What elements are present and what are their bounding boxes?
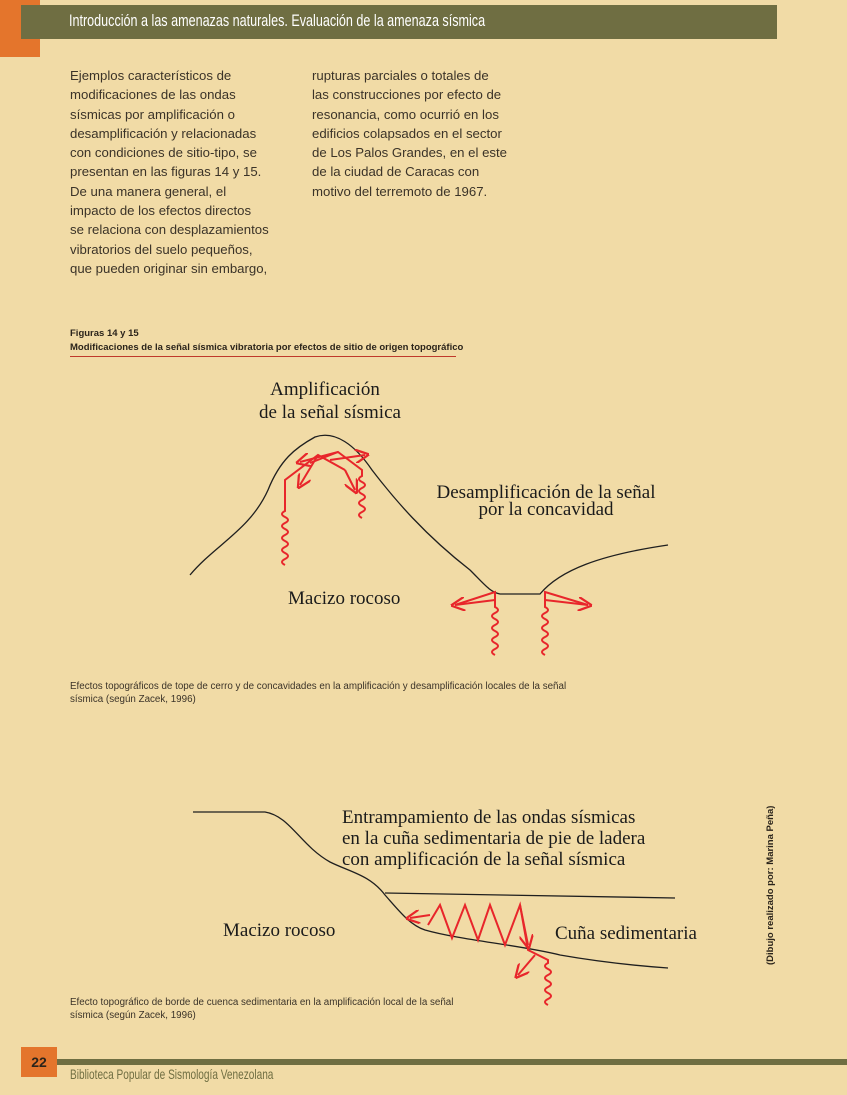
text-line: de Los Palos Grandes, en el este — [312, 145, 508, 161]
figure-15-caption — [70, 997, 540, 1022]
text-line: se relaciona con desplazamientos — [70, 222, 269, 238]
concavity-waves — [455, 592, 588, 655]
text-line: impacto de los efectos directos — [70, 203, 252, 219]
text-line: resonancia, como ocurrió en los — [312, 106, 499, 122]
page-number: 22 — [21, 1047, 57, 1077]
text-line: presentan en las figuras 14 y 15. — [70, 164, 262, 180]
deamp-label-2: por la concavidad — [478, 499, 614, 520]
trap-title-1: Entrampamiento de las ondas sísmicas — [342, 807, 636, 828]
text-line: edificios colapsados en el sector — [312, 125, 502, 141]
arrow-2 — [345, 470, 355, 490]
footer-rule — [21, 1059, 847, 1065]
amp-label-1: Amplificación — [270, 379, 380, 400]
figure-15-drawing — [193, 807, 697, 1005]
figure-label: Figuras 14 y 15 — [70, 328, 139, 339]
wave-trapped — [428, 905, 551, 1005]
arrow-7 — [410, 915, 430, 918]
text-line: de la ciudad de Caracas con — [312, 164, 480, 180]
wave-left — [282, 455, 345, 565]
illustration-credit: (Dibujo realizado por: Marina Peña) — [765, 805, 776, 965]
text-line: vibratorios del suelo pequeños, — [70, 241, 253, 257]
figure-title: Modificaciones de la señal sísmica vibratoria por efectos de sitio de origen topográfico — [70, 342, 464, 353]
rock-label-1: Macizo rocoso — [288, 588, 401, 609]
text-line: sísmicas por amplificación o — [70, 106, 235, 122]
amp-label-2: de la señal sísmica — [259, 402, 401, 423]
hilltop-waves — [282, 452, 365, 565]
text-line: desamplificación y relacionadas — [70, 125, 257, 141]
rock-label-2: Macizo rocoso — [223, 920, 336, 941]
header-title: Introducción a las amenazas naturales. Evaluación de la amenaza sísmica — [69, 11, 486, 30]
text-line: motivo del terremoto de 1967. — [312, 183, 488, 199]
caption-line: sísmica (según Zacek, 1996) — [70, 1009, 196, 1021]
basin-surface — [385, 893, 675, 898]
wedge-label: Cuña sedimentaria — [555, 923, 697, 944]
text-line: las construcciones por efecto de — [312, 87, 502, 103]
wedge-waves — [410, 905, 551, 1005]
figure-14-drawing — [190, 379, 668, 655]
wave-right — [310, 452, 365, 518]
text-line: De una manera general, el — [70, 183, 227, 199]
caption-line: sísmica (según Zacek, 1996) — [70, 693, 196, 705]
text-line: rupturas parciales o totales de — [312, 68, 489, 83]
text-line: con condiciones de sitio-tipo, se — [70, 145, 257, 161]
arrow-9 — [520, 905, 528, 945]
text-line: que pueden originar sin embargo, — [70, 260, 268, 276]
caption-line: Efectos topográficos de tope de cerro y de concavidades en la amplificación y desamplificación locales de la señal — [70, 681, 567, 692]
text-line: modificaciones de las ondas — [70, 87, 236, 103]
caption-line: Efecto topográfico de borde de cuenca sedimentaria en la amplificación local de la señal — [70, 997, 454, 1008]
figure-14-caption — [70, 681, 670, 706]
text-line: Ejemplos característicos de — [70, 68, 232, 83]
arrow-8 — [518, 955, 535, 975]
trap-title-2: en la cuña sedimentaria de pie de ladera — [342, 828, 646, 849]
deamp-label-1: Desamplificación de la señal — [436, 482, 656, 503]
footer-series-title: Biblioteca Popular de Sismología Venezolana — [70, 1066, 274, 1082]
trap-title-3: con amplificación de la señal sísmica — [342, 849, 626, 870]
